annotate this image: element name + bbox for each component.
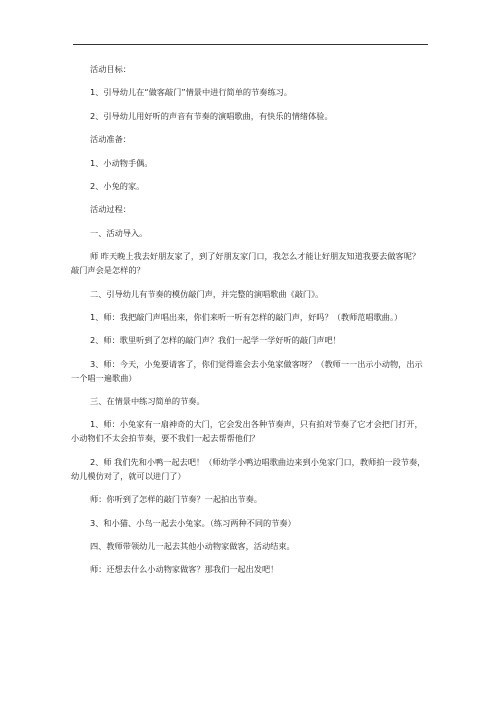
- closing-line: 师：还想去什么小动物家做客？那我们一起出发吧！: [90, 564, 279, 575]
- section-heading-goals: 活动目标：: [90, 64, 131, 74]
- process-step-2-item-1: 1、师：我把敲门声唱出来，你们来听一听有怎样的敲门声，好吗？（教师范唱歌曲。）: [90, 311, 403, 322]
- process-step-3-item-3: 3、和小猫、小鸟一起去小兔家。（练习两种不同的节奏）: [90, 517, 296, 528]
- process-step-2-heading: 二、引导幼儿有节奏的模仿敲门声，并完整的演唱歌曲《敲门》。: [90, 288, 324, 299]
- preparation-item-1: 1、小动物手偶。: [90, 157, 153, 168]
- header-rule: [73, 44, 428, 45]
- process-step-3-item-2: 2、师 我们先和小鸭一起去吧！（师幼学小鸭边唱歌曲边来到小兔家门口，教师拍一段节奏，幼儿模仿对了，就可以进门了）: [71, 456, 426, 481]
- process-step-3-teacher-line: 师：你听到了怎样的敲门节奏？一起拍出节奏。: [90, 494, 262, 505]
- process-step-3-item-1: 1、师：小兔家有一扇神奇的大门，它会发出各种节奏声，只有拍对节奏了它才会把门打开，小动物们不太会拍节奏，要不我们一起去帮帮他们？: [71, 419, 423, 444]
- process-step-4-heading: 四、教师带领幼儿一起去其他小动物家做客，活动结束。: [90, 541, 295, 552]
- document-body: [71, 62, 428, 586]
- process-step-2-item-3: 3、师：今天，小兔要请客了，你们觉得谁会去小兔家做客呀？（教师一一出示小动物，出示一个唱一遍歌曲）: [71, 358, 423, 383]
- preparation-item-2: 2、小兔的家。: [90, 180, 145, 191]
- goal-item-1: 1、引导幼儿在“做客敲门”情景中进行简单的节奏练习。: [90, 87, 293, 98]
- process-step-2-item-2: 2、师：歌里听到了怎样的敲门声？我们一起学一学好听的敲门声吧！: [90, 335, 341, 346]
- section-heading-process: 活动过程：: [90, 204, 131, 215]
- section-heading-preparation: 活动准备：: [90, 134, 131, 145]
- goal-item-2: 2、引导幼儿用好听的声音有节奏的演唱歌曲，有快乐的情绪体验。: [90, 110, 333, 121]
- process-step-1-text: 师 昨天晚上我去好朋友家了，到了好朋友家门口，我怎么才能让好朋友知道我要去做客呢？敲门声会是怎样的？: [71, 251, 421, 276]
- process-step-3-heading: 三、在情景中练习简单的节奏。: [90, 396, 205, 407]
- process-step-1-heading: 一、活动导入。: [90, 227, 148, 238]
